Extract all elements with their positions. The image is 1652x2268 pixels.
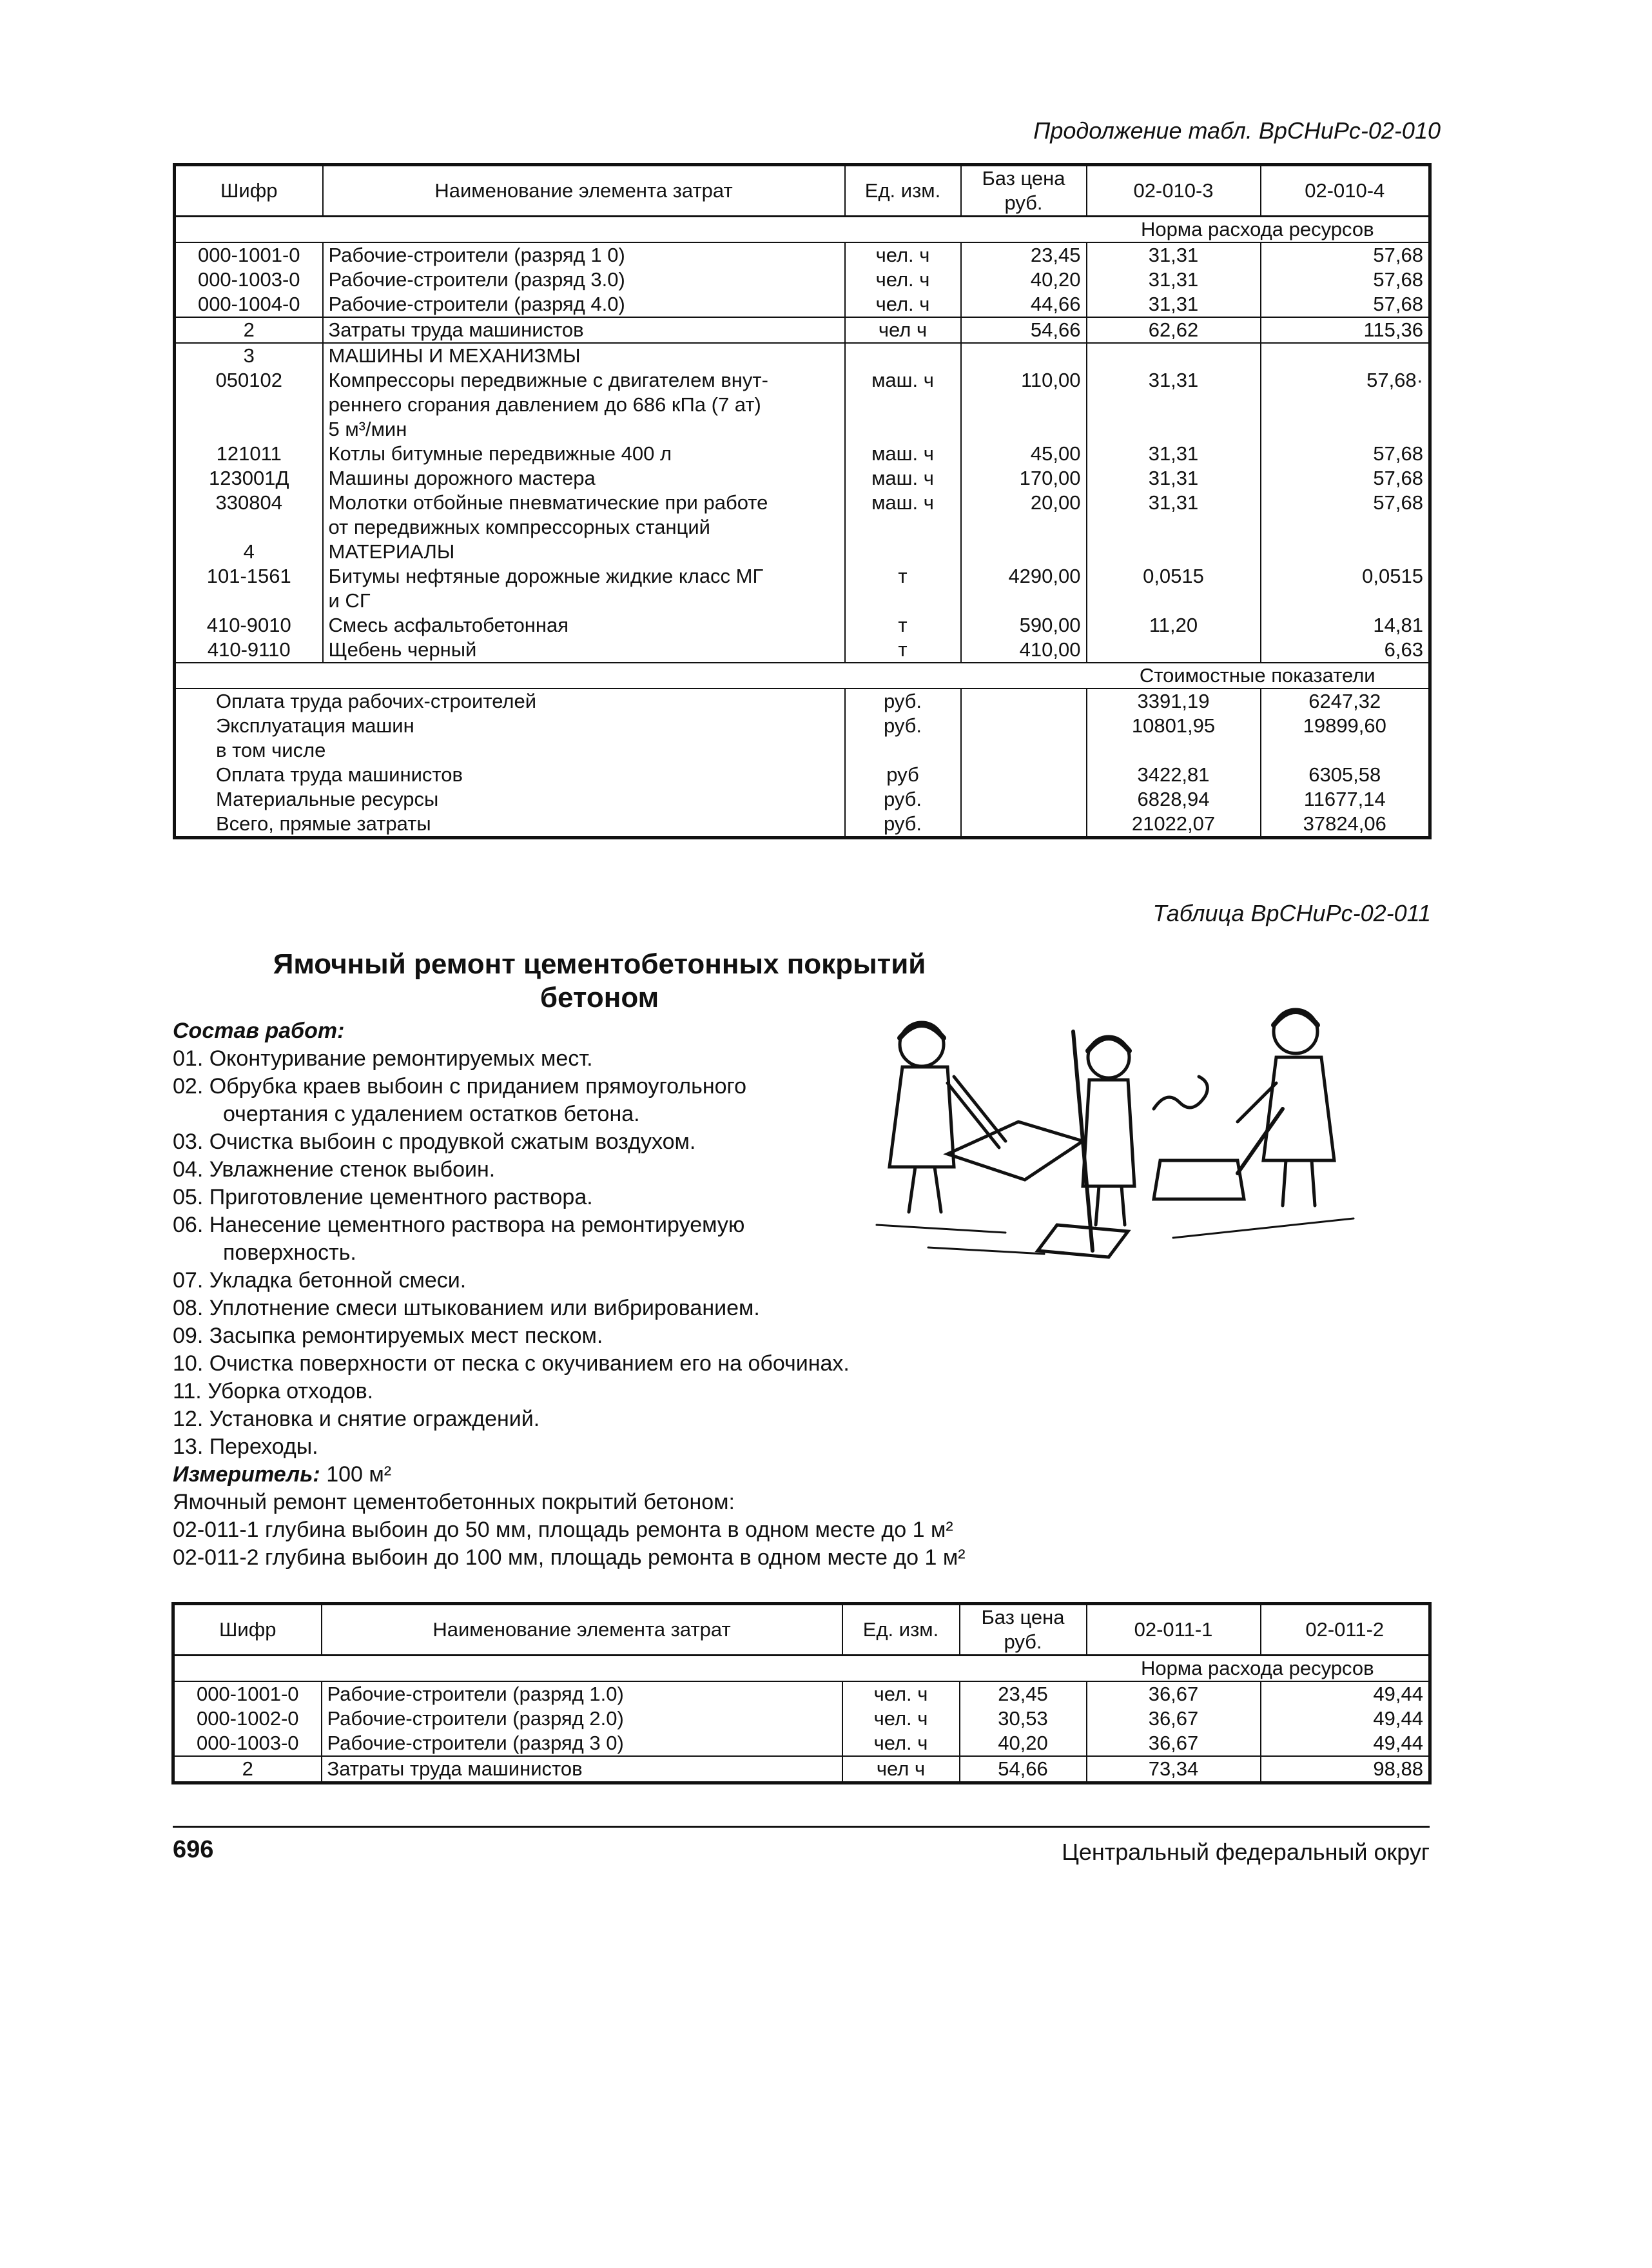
- cell-variant-2: 37824,06: [1261, 812, 1430, 838]
- cell-price: 4290,00: [961, 564, 1087, 589]
- cell-unit: чел. ч: [842, 1681, 960, 1706]
- cell-variant-1: 31,31: [1087, 242, 1261, 268]
- cell-variant-1: [1087, 738, 1261, 763]
- cell-unit: чел ч: [845, 317, 961, 343]
- cell-name: Рабочие-строители (разряд 2.0): [322, 1706, 842, 1731]
- cell-code: 000-1001-0: [173, 1681, 322, 1706]
- cell-unit: [845, 589, 961, 613]
- work-item: поверхность.: [223, 1240, 356, 1265]
- table-row: [175, 689, 1430, 714]
- cell-variant-1: 31,31: [1087, 268, 1261, 292]
- measure: [173, 1461, 1043, 1489]
- cell-variant-1: 31,31: [1087, 466, 1261, 491]
- col-header-price: Баз цена руб.: [960, 1604, 1087, 1656]
- cell-code: 000-1002-0: [173, 1706, 322, 1731]
- cell-variant-2: [1261, 738, 1430, 763]
- cell-variant-1: 10801,95: [1087, 714, 1261, 738]
- cell-empty: [175, 663, 1087, 689]
- cell-name: Эксплуатация машин: [175, 714, 845, 738]
- cell-name: Материальные ресурсы: [175, 787, 845, 812]
- cell-unit: [845, 738, 961, 763]
- cell-code: 000-1001-0: [175, 242, 323, 268]
- work-item: 06. Нанесение цементного раствора на ремонтируемую: [173, 1213, 745, 1237]
- cell-name: реннего сгорания давлением до 686 кПа (7 ат): [323, 393, 845, 417]
- page-number: 696: [173, 1836, 214, 1863]
- table-row: [175, 268, 1430, 292]
- cell-name: Затраты труда машинистов: [323, 317, 845, 343]
- col-header-code: Шифр: [173, 1604, 322, 1656]
- cell-name: от передвижных компрессорных станций: [323, 515, 845, 540]
- cell-name: Смесь асфальтобетонная: [323, 613, 845, 638]
- cell-price: [961, 515, 1087, 540]
- cell-name: Затраты труда машинистов: [322, 1756, 842, 1783]
- cell-unit: [845, 343, 961, 368]
- table-row: [175, 589, 1430, 613]
- cell-name: Оплата труда рабочих-строителей: [175, 689, 845, 714]
- description-line: Ямочный ремонт цементобетонных покрытий бетоном:: [173, 1490, 735, 1514]
- cell-unit: чел. ч: [842, 1731, 960, 1756]
- cell-price: 30,53: [960, 1706, 1087, 1731]
- cell-unit: чел. ч: [845, 242, 961, 268]
- cell-variant-2: 11677,14: [1261, 787, 1430, 812]
- table-row: [175, 564, 1430, 589]
- cell-variant-2: [1261, 417, 1430, 442]
- cell-variant-1: 36,67: [1087, 1706, 1261, 1731]
- cell-variant-2: 19899,60: [1261, 714, 1430, 738]
- cell-variant-2: 98,88: [1261, 1756, 1430, 1783]
- cell-variant-2: 57,68: [1261, 242, 1430, 268]
- cell-code: [175, 417, 323, 442]
- cell-code: 000-1003-0: [175, 268, 323, 292]
- table-row: [175, 515, 1430, 540]
- cell-variant-1: 6828,94: [1087, 787, 1261, 812]
- resource-table-02-010: [173, 163, 1432, 839]
- cell-unit: чел ч: [842, 1756, 960, 1783]
- cell-variant-1: [1087, 589, 1261, 613]
- variant-2-description: 02-011-2 глубина выбоин до 100 мм, площадь ремонта в одном месте до 1 м²: [173, 1545, 966, 1570]
- cell-code: 123001Д: [175, 466, 323, 491]
- section-title-line-2: бетоном: [539, 982, 659, 1013]
- table-row: [175, 417, 1430, 442]
- cell-name: Битумы нефтяные дорожные жидкие класс МГ: [323, 564, 845, 589]
- cell-unit: маш. ч: [845, 491, 961, 515]
- cell-name: Молотки отбойные пневматические при работе: [323, 491, 845, 515]
- work-item: 01. Оконтуривание ремонтируемых мест.: [173, 1046, 593, 1071]
- work-item: 11. Уборка отходов.: [173, 1379, 374, 1403]
- work-item: 03. Очистка выбоин с продувкой сжатым воздухом.: [173, 1129, 696, 1154]
- table-row: [173, 1681, 1430, 1706]
- cell-variant-1: 31,31: [1087, 368, 1261, 393]
- measure-label: Измеритель:: [173, 1462, 320, 1487]
- table-row: [175, 613, 1430, 638]
- cell-code: [175, 589, 323, 613]
- table-caption: Таблица ВрСНиРс-02-011: [1152, 900, 1431, 926]
- table-row: [175, 714, 1430, 738]
- work-item: 10. Очистка поверхности от песка с окучиванием его на обочинах.: [173, 1351, 850, 1376]
- norm-label: Норма расхода ресурсов: [1087, 217, 1430, 243]
- col-header-variant-1: 02-010-3: [1087, 165, 1261, 217]
- cell-variant-1: 31,31: [1087, 491, 1261, 515]
- cell-code: 330804: [175, 491, 323, 515]
- col-header-unit: Ед. изм.: [845, 165, 961, 217]
- cell-price: [961, 417, 1087, 442]
- cell-code: 050102: [175, 368, 323, 393]
- cell-variant-2: 57,68: [1261, 466, 1430, 491]
- cell-price: 20,00: [961, 491, 1087, 515]
- cell-variant-2: 57,68: [1261, 491, 1430, 515]
- cell-price: [961, 738, 1087, 763]
- col-header-price: Баз цена руб.: [961, 165, 1087, 217]
- cell-variant-2: 57,68·: [1261, 368, 1430, 393]
- cell-name: Рабочие-строители (разряд 1.0): [322, 1681, 842, 1706]
- cell-price: 45,00: [961, 442, 1087, 466]
- table-body: [175, 217, 1430, 838]
- cell-variant-1: 36,67: [1087, 1731, 1261, 1756]
- cell-variant-1: 11,20: [1087, 613, 1261, 638]
- table-row: [175, 763, 1430, 787]
- cell-name: Рабочие-строители (разряд 4.0): [323, 292, 845, 317]
- cell-unit: т: [845, 564, 961, 589]
- cell-price: 54,66: [960, 1756, 1087, 1783]
- table-row: [175, 663, 1430, 689]
- work-item: очертания с удалением остатков бетона.: [223, 1102, 640, 1126]
- cell-variant-1: [1087, 393, 1261, 417]
- table-row: [175, 393, 1430, 417]
- cell-code: 2: [173, 1756, 322, 1783]
- cell-price: 23,45: [960, 1681, 1087, 1706]
- table-row: [175, 638, 1430, 663]
- cell-variant-1: [1087, 540, 1261, 564]
- work-item: 02. Обрубка краев выбоин с приданием прямоугольного: [173, 1074, 747, 1099]
- cell-unit: руб: [845, 763, 961, 787]
- work-item: 09. Засыпка ремонтируемых мест песком.: [173, 1324, 603, 1348]
- cell-variant-2: [1261, 540, 1430, 564]
- col-header-unit: Ед. изм.: [842, 1604, 960, 1656]
- cell-variant-2: 57,68: [1261, 442, 1430, 466]
- table-row: [175, 343, 1430, 368]
- col-header-code: Шифр: [175, 165, 323, 217]
- cell-price: 54,66: [961, 317, 1087, 343]
- work-item: 04. Увлажнение стенок выбоин.: [173, 1157, 496, 1182]
- work-item: 12. Установка и снятие ограждений.: [173, 1407, 540, 1431]
- cell-price: [961, 714, 1087, 738]
- cell-unit: [845, 540, 961, 564]
- cell-variant-2: 6,63: [1261, 638, 1430, 663]
- cell-variant-1: 0,0515: [1087, 564, 1261, 589]
- cell-price: 410,00: [961, 638, 1087, 663]
- table-row: [175, 242, 1430, 268]
- work-heading: Состав работ:: [173, 1019, 345, 1043]
- work-item: 07. Укладка бетонной смеси.: [173, 1268, 467, 1293]
- footer-text: Центральный федеральный округ: [1062, 1839, 1430, 1865]
- cell-variant-1: [1087, 638, 1261, 663]
- cell-variant-1: 62,62: [1087, 317, 1261, 343]
- cell-variant-1: 36,67: [1087, 1681, 1261, 1706]
- cell-code: 3: [175, 343, 323, 368]
- table-body: [173, 1656, 1430, 1783]
- cell-price: [961, 812, 1087, 838]
- table-row: [175, 540, 1430, 564]
- cell-unit: руб.: [845, 812, 961, 838]
- cell-name: 5 м³/мин: [323, 417, 845, 442]
- table-row: [175, 368, 1430, 393]
- cell-code: [175, 393, 323, 417]
- cell-code: 410-9010: [175, 613, 323, 638]
- cell-variant-1: [1087, 417, 1261, 442]
- cell-unit: т: [845, 613, 961, 638]
- cell-variant-2: [1261, 343, 1430, 368]
- cell-code: 101-1561: [175, 564, 323, 589]
- table-row: [175, 812, 1430, 838]
- cell-price: 170,00: [961, 466, 1087, 491]
- cell-name: Машины дорожного мастера: [323, 466, 845, 491]
- cell-name: Щебень черный: [323, 638, 845, 663]
- cell-variant-2: [1261, 393, 1430, 417]
- table-row: [175, 292, 1430, 317]
- table-row: [173, 1706, 1430, 1731]
- cell-price: 590,00: [961, 613, 1087, 638]
- cell-variant-2: 6247,32: [1261, 689, 1430, 714]
- work-composition: [173, 1017, 1043, 1572]
- cell-price: [961, 540, 1087, 564]
- cell-variant-1: 73,34: [1087, 1756, 1261, 1783]
- table-row: [175, 491, 1430, 515]
- cell-name: МАТЕРИАЛЫ: [323, 540, 845, 564]
- cell-code: [175, 515, 323, 540]
- resource-table-02-011: [171, 1602, 1432, 1784]
- measure-value: 100 м²: [326, 1462, 392, 1487]
- top-caption: Продолжение табл. ВрСНиРс-02-010: [1033, 117, 1441, 144]
- table-row: [175, 738, 1430, 763]
- cell-unit: чел. ч: [845, 292, 961, 317]
- col-header-variant-2: 02-010-4: [1261, 165, 1430, 217]
- cell-code: 000-1003-0: [173, 1731, 322, 1756]
- cell-unit: т: [845, 638, 961, 663]
- work-item: 05. Приготовление цементного раствора.: [173, 1185, 593, 1209]
- cell-price: 44,66: [961, 292, 1087, 317]
- cell-variant-2: 0,0515: [1261, 564, 1430, 589]
- cell-variant-1: [1087, 515, 1261, 540]
- cell-name: Оплата труда машинистов: [175, 763, 845, 787]
- cell-unit: маш. ч: [845, 442, 961, 466]
- cell-variant-1: 31,31: [1087, 292, 1261, 317]
- cost-label: Стоимостные показатели: [1087, 663, 1430, 689]
- cell-name: Всего, прямые затраты: [175, 812, 845, 838]
- cell-code: 410-9110: [175, 638, 323, 663]
- cell-code: 000-1004-0: [175, 292, 323, 317]
- work-item: 08. Уплотнение смеси штыкованием или вибрированием.: [173, 1296, 760, 1320]
- cell-variant-2: 6305,58: [1261, 763, 1430, 787]
- cell-name: Рабочие-строители (разряд 3 0): [322, 1731, 842, 1756]
- cell-name: Компрессоры передвижные с двигателем внут-: [323, 368, 845, 393]
- table-row: [175, 442, 1430, 466]
- cell-variant-1: 3391,19: [1087, 689, 1261, 714]
- cell-variant-2: 49,44: [1261, 1706, 1430, 1731]
- cell-variant-1: 3422,81: [1087, 763, 1261, 787]
- cell-variant-2: 49,44: [1261, 1681, 1430, 1706]
- col-header-variant-2: 02-011-2: [1261, 1604, 1430, 1656]
- col-header-name: Наименование элемента затрат: [323, 165, 845, 217]
- cell-variant-2: 115,36: [1261, 317, 1430, 343]
- cell-price: [961, 689, 1087, 714]
- cell-name: и СГ: [323, 589, 845, 613]
- cell-price: 40,20: [960, 1731, 1087, 1756]
- cell-price: 110,00: [961, 368, 1087, 393]
- variant-1-description: 02-011-1 глубина выбоин до 50 мм, площадь ремонта в одном месте до 1 м²: [173, 1518, 953, 1542]
- footer-rule: [173, 1826, 1430, 1828]
- cell-unit: руб.: [845, 787, 961, 812]
- table-row: [175, 466, 1430, 491]
- cell-price: [961, 763, 1087, 787]
- cell-variant-2: 14,81: [1261, 613, 1430, 638]
- work-item: 13. Переходы.: [173, 1434, 318, 1459]
- cell-unit: маш. ч: [845, 466, 961, 491]
- cell-price: [961, 343, 1087, 368]
- norm-label: Норма расхода ресурсов: [1087, 1656, 1430, 1682]
- cell-variant-2: [1261, 515, 1430, 540]
- cell-price: [961, 787, 1087, 812]
- cell-name: Котлы битумные передвижные 400 л: [323, 442, 845, 466]
- cell-price: 23,45: [961, 242, 1087, 268]
- cell-price: [961, 393, 1087, 417]
- cell-variant-1: 21022,07: [1087, 812, 1261, 838]
- table-row: [173, 1731, 1430, 1756]
- cell-price: [961, 589, 1087, 613]
- table-row: [175, 317, 1430, 343]
- cell-code: 121011: [175, 442, 323, 466]
- cell-unit: руб.: [845, 714, 961, 738]
- cell-unit: чел. ч: [845, 268, 961, 292]
- cell-name: Рабочие-строители (разряд 1 0): [323, 242, 845, 268]
- cell-name: в том числе: [175, 738, 845, 763]
- cell-unit: [845, 417, 961, 442]
- cell-code: 4: [175, 540, 323, 564]
- cell-price: 40,20: [961, 268, 1087, 292]
- cell-code: 2: [175, 317, 323, 343]
- cell-variant-2: 57,68: [1261, 268, 1430, 292]
- cell-variant-2: [1261, 589, 1430, 613]
- table-row: [175, 787, 1430, 812]
- cell-unit: чел. ч: [842, 1706, 960, 1731]
- cell-unit: маш. ч: [845, 368, 961, 393]
- cell-unit: [845, 393, 961, 417]
- cell-variant-1: 31,31: [1087, 442, 1261, 466]
- cell-variant-2: 49,44: [1261, 1731, 1430, 1756]
- cell-variant-1: [1087, 343, 1261, 368]
- section-title-line-1: Ямочный ремонт цементобетонных покрытий: [273, 948, 926, 980]
- cell-name: Рабочие-строители (разряд 3.0): [323, 268, 845, 292]
- cell-unit: [845, 515, 961, 540]
- cell-unit: руб.: [845, 689, 961, 714]
- cell-variant-2: 57,68: [1261, 292, 1430, 317]
- col-header-variant-1: 02-011-1: [1087, 1604, 1261, 1656]
- table-row: [173, 1756, 1430, 1783]
- cell-name: МАШИНЫ И МЕХАНИЗМЫ: [323, 343, 845, 368]
- col-header-name: Наименование элемента затрат: [322, 1604, 842, 1656]
